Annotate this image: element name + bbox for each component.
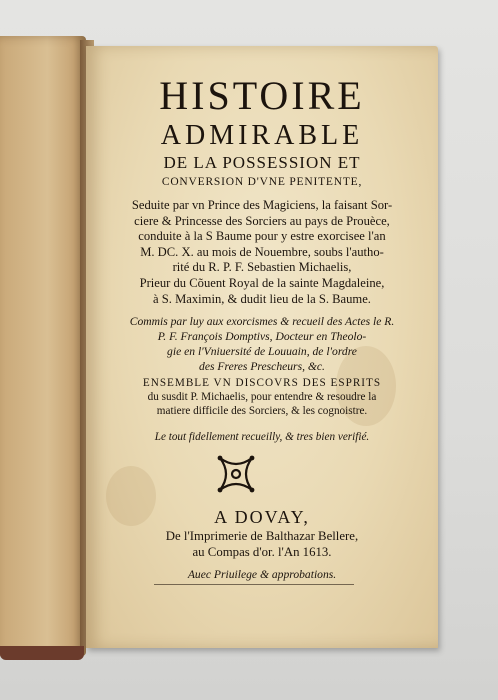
imprint-place-date: au Compas d'or. l'An 1613. — [192, 545, 332, 559]
commission-line: Commis par luy aux exorcismes & recueil des Actes le R. — [129, 315, 395, 328]
description-line: rité du R. P. F. Sebastien Michaelis, — [172, 260, 352, 275]
verification-line: Le tout fidellement recueilly, & tres bien verifié. — [154, 431, 370, 443]
description-line: conduite à la S Baume pour y estre exorcisee l'an — [138, 229, 386, 244]
description-line: ciere & Princesse des Sorciers au pays de Prouèce, — [134, 213, 390, 228]
cover-edge — [0, 646, 84, 660]
imprint-printer: De l'Imprimerie de Balthazar Bellere, — [165, 529, 359, 543]
discourse-line: du susdit P. Michaelis, pour entendre & resoudre la — [147, 391, 377, 403]
imprint — [86, 506, 438, 560]
description-line: M. DC. X. au mois de Nouembre, soubs l'autho- — [140, 244, 384, 259]
description-line: à S. Maximin, & dudit lieu de la S. Baume. — [153, 291, 371, 306]
title-admirable: ADMIRABLE — [160, 120, 364, 151]
description-line: Prieur du Cõuent Royal de la sainte Magdaleine, — [139, 275, 385, 290]
commission-line: gie en l'Vniuersité de Louuain, de l'ordre — [167, 345, 357, 358]
privilege-line: Auec Priuilege & approbations. — [187, 568, 337, 581]
commission-line: P. F. François Domptivs, Docteur en Theolo- — [157, 330, 367, 343]
title-possession: DE LA POSSESSION ET — [163, 153, 361, 172]
commission-paragraph — [96, 314, 428, 374]
description-paragraph — [96, 198, 428, 307]
title-page-text — [86, 46, 438, 648]
discourse-heading: ENSEMBLE VN DISCOVRS DES ESPRITS — [142, 377, 382, 389]
printers-ornament-icon — [216, 454, 256, 494]
title-page — [86, 46, 438, 648]
privilege-underline — [154, 584, 354, 585]
left-page — [0, 36, 86, 656]
title-conversion: CONVERSION D'VNE PENITENTE, — [161, 176, 363, 188]
discourse-line: matiere difficile des Sorciers, & les cognoistre. — [156, 405, 368, 417]
imprint-city: A DOVAY, — [214, 507, 310, 527]
description-line: Seduite par vn Prince des Magiciens, la faisant Sor- — [131, 198, 393, 212]
discourse-paragraph — [94, 376, 430, 418]
commission-line: des Freres Prescheurs, &c. — [199, 360, 325, 373]
title-histoire: HISTOIRE — [159, 73, 365, 118]
